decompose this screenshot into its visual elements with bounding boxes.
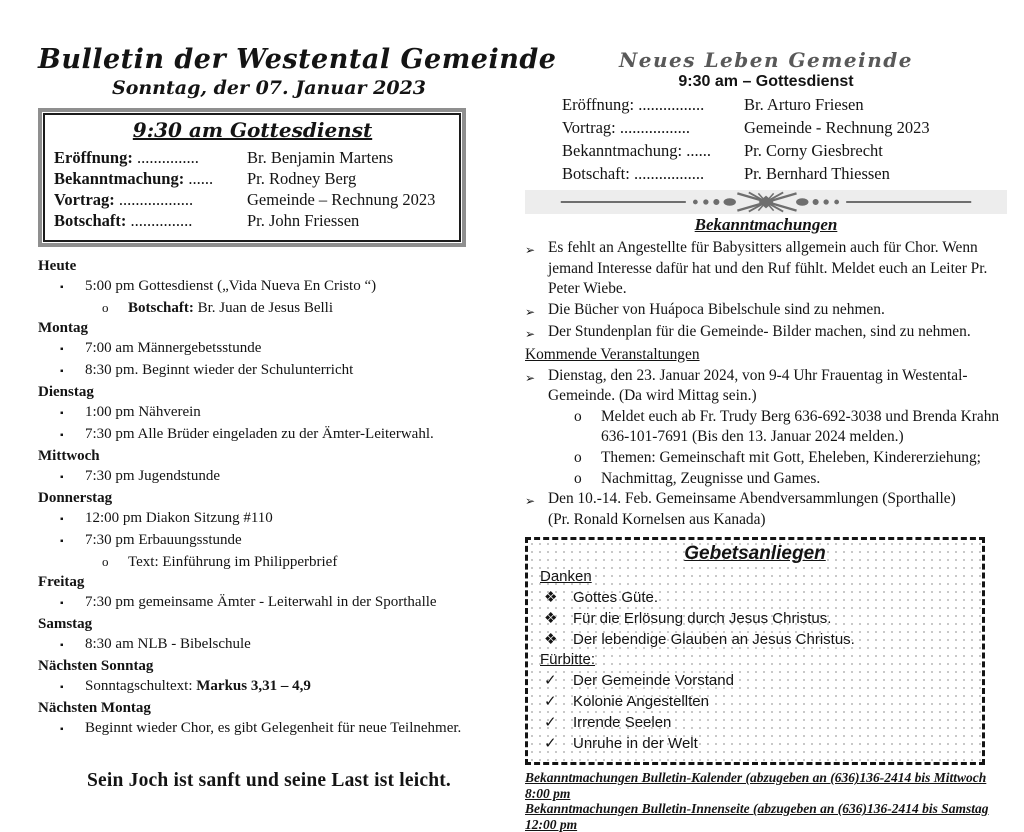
- check-icon: ✓: [544, 672, 557, 690]
- service-row-label: Botschaft:: [562, 164, 630, 183]
- service-row-value: Pr. Rodney Berg: [247, 169, 357, 188]
- day-header: Heute: [38, 258, 77, 274]
- right-column: [525, 48, 1007, 832]
- day-header: Samstag: [38, 616, 93, 632]
- prayer-item: [540, 670, 970, 691]
- announcement-subitem: [525, 469, 1007, 490]
- dot-leader: ...............: [126, 211, 193, 230]
- schedule-item: [38, 508, 508, 530]
- arrow-bullet-icon: ➢: [525, 494, 536, 509]
- announcements-list: [525, 238, 1007, 530]
- circle-bullet-icon: o: [574, 448, 582, 466]
- service-row: [562, 162, 1007, 185]
- announcement-text: Es fehlt an Angestellte für Babysitters allgemein auch für Chor. Wenn jemand Interesse dafür hat und den Ruf fühlt. Meldet euch an Leiter Pr. Peter Wiebe.: [548, 239, 988, 298]
- day-header: Donnerstag: [38, 490, 113, 506]
- service-row-label: Vortrag:: [562, 118, 616, 137]
- schedule-item: [38, 402, 508, 424]
- service-row-label: Eröffnung:: [562, 95, 635, 114]
- church-name: Neues Leben Gemeinde: [618, 48, 914, 72]
- service-row-value: Gemeinde - Rechnung 2023: [744, 118, 930, 137]
- weekly-schedule: [38, 256, 508, 740]
- service-row: [54, 189, 451, 210]
- square-bullet-icon: ▪: [60, 366, 64, 377]
- service-row: [562, 139, 1007, 162]
- square-bullet-icon: ▪: [60, 598, 64, 609]
- announcement-text: Dienstag, den 23. Januar 2024, von 9-4 Uhr Frauentag in Westental-Gemeinde. (Da wird Mittag sein.): [548, 366, 968, 405]
- schedule-item: [38, 530, 508, 552]
- service-row: [562, 116, 1007, 139]
- bulletin-deadlines-footer: [525, 770, 1007, 832]
- announcement-text: Nachmittag, Zeugnisse und Games.: [601, 469, 821, 487]
- prayer-item: [540, 733, 970, 754]
- service-time: 9:30 am – Gottesdienst: [678, 73, 854, 90]
- schedule-item-text: 7:30 pm gemeinsame Ämter - Leiterwahl in der Sporthalle: [85, 594, 437, 610]
- service-row-label: Bekanntmachung:: [54, 169, 185, 188]
- schedule-item-text: 7:30 pm Jugendstunde: [85, 468, 220, 484]
- square-bullet-icon: ▪: [60, 344, 64, 355]
- prayer-item-text: Unruhe in der Welt: [573, 735, 698, 753]
- schedule-item: [38, 338, 508, 360]
- schedule-item-text: 7:00 am Männergebetsstunde: [85, 340, 262, 356]
- schedule-item: [38, 592, 508, 614]
- schedule-item-text: Text: Einführung im Philipperbrief: [128, 554, 338, 570]
- service-row-value: Br. Benjamin Martens: [247, 148, 394, 167]
- thanks-heading: Danken: [540, 568, 592, 586]
- schedule-item-text: 1:00 pm Nähverein: [85, 404, 201, 420]
- square-bullet-icon: ▪: [60, 282, 64, 293]
- ornament-graphic: [556, 191, 976, 213]
- announcement-text: Der Stundenplan für die Gemeinde- Bilder machen, sind zu nehmen.: [548, 323, 971, 341]
- prayer-item-text: Kolonie Angestellten: [573, 693, 709, 711]
- right-service-rows: [525, 93, 1007, 185]
- arrow-bullet-icon: ➢: [525, 304, 536, 319]
- dot-leader: ......: [184, 169, 214, 188]
- announcement-item: [525, 489, 1007, 530]
- service-row: [54, 168, 451, 189]
- check-icon: ✓: [544, 714, 557, 732]
- service-row: [562, 93, 1007, 116]
- prayer-item-text: Der lebendige Glauben an Jesus Christus.: [573, 631, 855, 649]
- service-row-label: Vortrag:: [54, 190, 115, 209]
- square-bullet-icon: ▪: [60, 514, 64, 525]
- upcoming-events-heading: Kommende Veranstaltungen: [525, 345, 700, 363]
- announcement-item: [525, 366, 1007, 407]
- service-box-title: 9:30 am Gottesdienst: [132, 118, 373, 142]
- schedule-item: [38, 634, 508, 656]
- square-bullet-icon: ▪: [60, 472, 64, 483]
- circle-bullet-icon: o: [574, 469, 582, 487]
- arrow-bullet-icon: ➢: [525, 370, 536, 385]
- day-header: Nächsten Sonntag: [38, 658, 154, 674]
- schedule-item: [38, 276, 508, 298]
- diamond-bullet-icon: ❖: [544, 631, 558, 649]
- schedule-item-text: 8:30 am NLB - Bibelschule: [85, 636, 251, 652]
- divider-ornament: [525, 190, 1007, 214]
- prayer-item: [540, 691, 970, 712]
- dot-leader: ......: [682, 141, 711, 160]
- dot-leader: ...............: [132, 148, 199, 167]
- prayer-box-title: Gebetsanliegen: [684, 543, 826, 565]
- left-column: [38, 44, 557, 792]
- square-bullet-icon: ▪: [60, 682, 64, 693]
- announcement-item: [525, 300, 1007, 323]
- schedule-item-text: 8:30 pm. Beginnt wieder der Schulunterricht: [85, 362, 354, 378]
- day-header: Nächsten Montag: [38, 700, 151, 716]
- service-row-value: Pr. John Friessen: [247, 211, 360, 230]
- bottom-quote: Sein Joch ist sanft und seine Last ist leicht.: [86, 770, 452, 791]
- dot-leader: ................: [634, 95, 705, 114]
- prayer-item: [540, 608, 970, 629]
- arrow-bullet-icon: ➢: [525, 327, 536, 342]
- check-icon: ✓: [544, 693, 557, 711]
- prayer-item: [540, 629, 970, 650]
- prayer-item-text: Gottes Güte.: [573, 589, 659, 607]
- schedule-item-text: 7:30 pm Alle Brüder eingeladen zu der Ämter-Leiterwahl.: [85, 426, 434, 442]
- schedule-item: [38, 466, 508, 488]
- schedule-item: [38, 676, 508, 698]
- dot-leader: ..................: [114, 190, 194, 209]
- service-row: [54, 147, 451, 168]
- service-row-value: Gemeinde – Rechnung 2023: [247, 190, 436, 209]
- square-bullet-icon: ▪: [60, 536, 64, 547]
- circle-bullet-icon: o: [102, 554, 109, 569]
- diamond-bullet-icon: ❖: [544, 589, 558, 607]
- circle-bullet-icon: o: [574, 407, 582, 425]
- square-bullet-icon: ▪: [60, 408, 64, 419]
- service-box-inner: [43, 113, 461, 242]
- prayer-item: [540, 587, 970, 608]
- page-title: Bulletin der Westental Gemeinde: [38, 44, 557, 75]
- square-bullet-icon: ▪: [60, 640, 64, 651]
- service-row-label: Eröffnung:: [54, 148, 133, 167]
- schedule-subitem: [38, 552, 508, 572]
- deadline-line: Bekanntmachungen Bulletin-Innenseite (abzugeben an (636)136-2414 bis Samstag 12:00 pm: [525, 801, 989, 832]
- announcement-subitem: [525, 448, 1007, 469]
- schedule-item: [38, 718, 508, 740]
- announcement-text: Die Bücher von Huápoca Bibelschule sind zu nehmen.: [548, 300, 885, 318]
- announcements-title: Bekanntmachungen: [694, 215, 838, 234]
- circle-bullet-icon: o: [102, 300, 109, 315]
- schedule-item-text: Sonntagschultext: Markus 3,31 – 4,9: [85, 678, 311, 694]
- day-header: Mittwoch: [38, 448, 100, 464]
- schedule-item-text: 12:00 pm Diakon Sitzung #110: [85, 510, 273, 526]
- arrow-bullet-icon: ➢: [525, 243, 536, 257]
- announcement-text: Den 10.-14. Feb. Gemeinsame Abendversammlungen (Sporthalle) (Pr. Ronald Kornelsen aus Kanada): [548, 490, 956, 528]
- service-row-value: Pr. Bernhard Thiessen: [744, 164, 890, 183]
- schedule-item-text: 7:30 pm Erbauungsstunde: [85, 532, 242, 548]
- schedule-subitem: [38, 298, 508, 318]
- deadline-line: Bekanntmachungen Bulletin-Kalender (abzugeben an (636)136-2414 bis Mittwoch 8:00 pm: [525, 770, 987, 801]
- day-header: Freitag: [38, 574, 85, 590]
- schedule-item: [38, 360, 508, 382]
- schedule-item-text: 5:00 pm Gottesdienst („Vida Nueva En Cristo “): [85, 278, 377, 294]
- diamond-bullet-icon: ❖: [544, 610, 558, 628]
- schedule-item-text: Beginnt wieder Chor, es gibt Gelegenheit für neue Teilnehmer.: [85, 720, 462, 736]
- prayer-item-text: Der Gemeinde Vorstand: [573, 672, 734, 690]
- schedule-item: [38, 424, 508, 446]
- announcement-text: Meldet euch ab Fr. Trudy Berg 636-692-3038 und Brenda Krahn 636-101-7691 (Bis den 13. Januar 2024 melden.): [601, 407, 1000, 446]
- announcement-subitem: [525, 407, 1007, 448]
- service-row-label: Bekanntmachung:: [562, 141, 683, 160]
- prayer-item-text: Für die Erlösung durch Jesus Christus.: [573, 610, 832, 628]
- intercession-heading: Fürbitte:: [540, 651, 596, 669]
- service-row-label: Botschaft:: [54, 211, 127, 230]
- service-row-value: Pr. Corny Giesbrecht: [744, 141, 883, 160]
- announcement-item: [525, 238, 1007, 300]
- prayer-item: [540, 712, 970, 733]
- dot-leader: .................: [615, 118, 691, 137]
- square-bullet-icon: ▪: [60, 430, 64, 441]
- service-row-value: Br. Arturo Friesen: [744, 95, 864, 114]
- square-bullet-icon: ▪: [60, 724, 64, 735]
- service-row: [54, 210, 451, 231]
- schedule-item-text: Botschaft: Br. Juan de Jesus Belli: [128, 300, 333, 316]
- announcement-text: Themen: Gemeinschaft mit Gott, Eheleben, Kindererziehung;: [601, 448, 981, 466]
- prayer-item-text: Irrende Seelen: [573, 714, 672, 732]
- announcement-item: [525, 322, 1007, 345]
- check-icon: ✓: [544, 735, 557, 753]
- day-header: Dienstag: [38, 384, 94, 400]
- prayer-requests-box: [525, 537, 985, 765]
- dot-leader: .................: [629, 164, 705, 183]
- bulletin-date: Sonntag, der 07. Januar 2023: [111, 77, 427, 99]
- service-box: [38, 108, 466, 247]
- day-header: Montag: [38, 320, 88, 336]
